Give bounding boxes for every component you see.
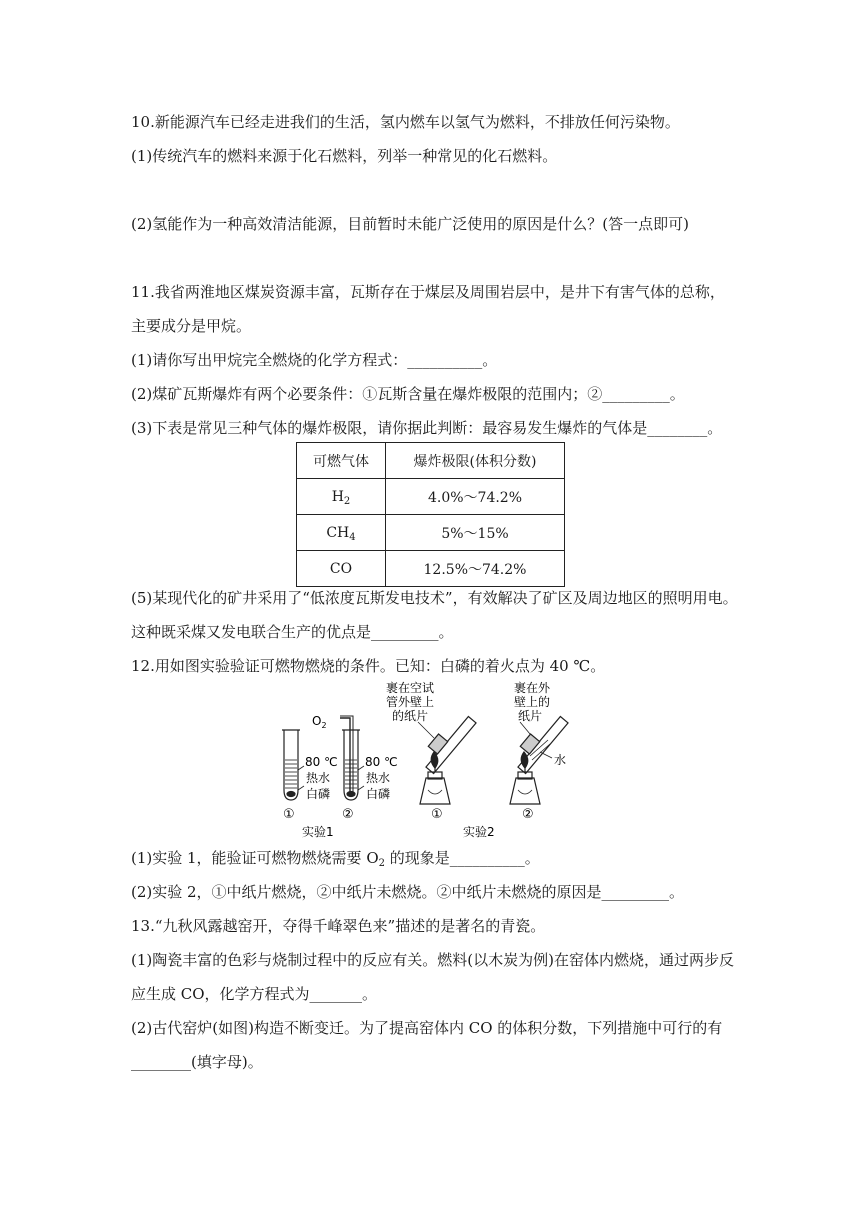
q10-part1: (1)传统汽车的燃料来源于化石燃料，列举一种常见的化石燃料。 — [131, 147, 558, 165]
exp2-label-a-line2: 管外壁上 — [386, 695, 435, 709]
test-tube-2 — [340, 716, 364, 800]
q10-stem: 10.新能源汽车已经走进我们的生活，氢内燃车以氢气为燃料，不排放任何污染物。 — [131, 113, 680, 131]
q13-part2-line2: ________(填字母)。 — [131, 1053, 263, 1071]
q12-part1: (1)实验 1，能验证可燃物燃烧需要 $O_2$ 的现象是__________。 — [131, 849, 540, 869]
q10-part2: (2)氢能作为一种高效清洁能源，目前暂时未能广泛使用的原因是什么？(答一点即可) — [131, 215, 689, 233]
tube2-number: ② — [342, 807, 354, 822]
exp2-water-label: 水 — [554, 753, 567, 767]
q13-part2-line1: (2)古代窑炉(如图)构造不断变迁。为了提高窑体内 CO 的体积分数，下列措施中可行的有 — [131, 1019, 723, 1037]
q11-part5-line2: 这种既采煤又发电联合生产的优点是_________。 — [131, 623, 454, 641]
q13-stem: 13.“九秋风露越窑开，夺得千峰翠色来”描述的是著名的青瓷。 — [131, 917, 546, 935]
tube2-water-label: 热水 — [366, 771, 391, 785]
exp2-label-b-line1: 裹在外 — [514, 681, 551, 695]
table-header-limit: 爆炸极限(体积分数) — [386, 443, 565, 479]
tube2-temp-label: 80 ℃ — [365, 755, 398, 769]
exp2-number-1: ① — [431, 807, 443, 822]
table-row — [297, 551, 565, 587]
table-header-gas: 可燃气体 — [297, 443, 386, 479]
tube2-phosphorus-label: 白磷 — [366, 787, 391, 801]
q11-part5-line1: (5)某现代化的矿井采用了“低浓度瓦斯发电技术”，有效解决了矿区及周边地区的照明用电。 — [131, 589, 738, 607]
tube1-temp-label: 80 ℃ — [305, 755, 338, 769]
q12-part2: (2)实验 2，①中纸片燃烧，②中纸片未燃烧。②中纸片未燃烧的原因是_________。 — [131, 883, 685, 901]
exp2-label-b-line2: 壁上的 — [514, 695, 551, 709]
exp2-number-2: ② — [522, 807, 534, 822]
table-cell-range: 5%～15% — [386, 515, 565, 551]
explosion-limit-table — [296, 442, 565, 587]
experiment-diagram — [268, 678, 598, 838]
tube1-phosphorus-label: 白磷 — [306, 787, 331, 801]
exp2-label-a-line1: 裹在空试 — [386, 681, 435, 695]
table-cell-gas: CO — [297, 551, 386, 587]
q13-part1-line2: 应生成 CO，化学方程式为_______。 — [131, 985, 378, 1003]
experiment2-label: 实验2 — [463, 825, 495, 838]
experiment1-label: 实验1 — [302, 825, 334, 838]
q11-part2: (2)煤矿瓦斯爆炸有两个必要条件：①瓦斯含量在爆炸极限的范围内；②_________。 — [131, 385, 685, 403]
exp2-label-a-line3: 的纸片 — [392, 709, 429, 723]
oxygen-label: $O_2$ — [312, 714, 327, 730]
alcohol-lamp-1 — [418, 717, 476, 804]
table-cell-gas: $H_2$ — [297, 479, 386, 515]
q13-part1-line1: (1)陶瓷丰富的色彩与烧制过程中的反应有关。燃料(以木炭为例)在窑体内燃烧，通过两步反 — [131, 951, 734, 969]
test-tube-1 — [282, 730, 304, 800]
q12-stem: 12.用如图实验验证可燃物燃烧的条件。已知：白磷的着火点为 40 ℃。 — [131, 657, 606, 675]
q11-stem-line1: 11.我省两淮地区煤炭资源丰富，瓦斯存在于煤层及周围岩层中，是井下有害气体的总称， — [131, 283, 725, 301]
exp2-label-b-line3: 纸片 — [518, 709, 543, 723]
combustion-experiment-figure — [268, 678, 598, 838]
table-cell-gas: $CH_4$ — [297, 515, 386, 551]
table-row — [297, 515, 565, 551]
table-row — [297, 479, 565, 515]
q11-part3: (3)下表是常见三种气体的爆炸极限，请你据此判断：最容易发生爆炸的气体是________。 — [131, 419, 723, 437]
q11-part1: (1)请你写出甲烷完全燃烧的化学方程式：__________。 — [131, 351, 498, 369]
tube1-water-label: 热水 — [306, 771, 331, 785]
table-cell-range: 4.0%～74.2% — [386, 479, 565, 515]
q11-stem-line2: 主要成分是甲烷。 — [131, 317, 252, 335]
table-header-row — [297, 443, 565, 479]
tube1-number: ① — [283, 807, 295, 822]
table-cell-range: 12.5%～74.2% — [386, 551, 565, 587]
